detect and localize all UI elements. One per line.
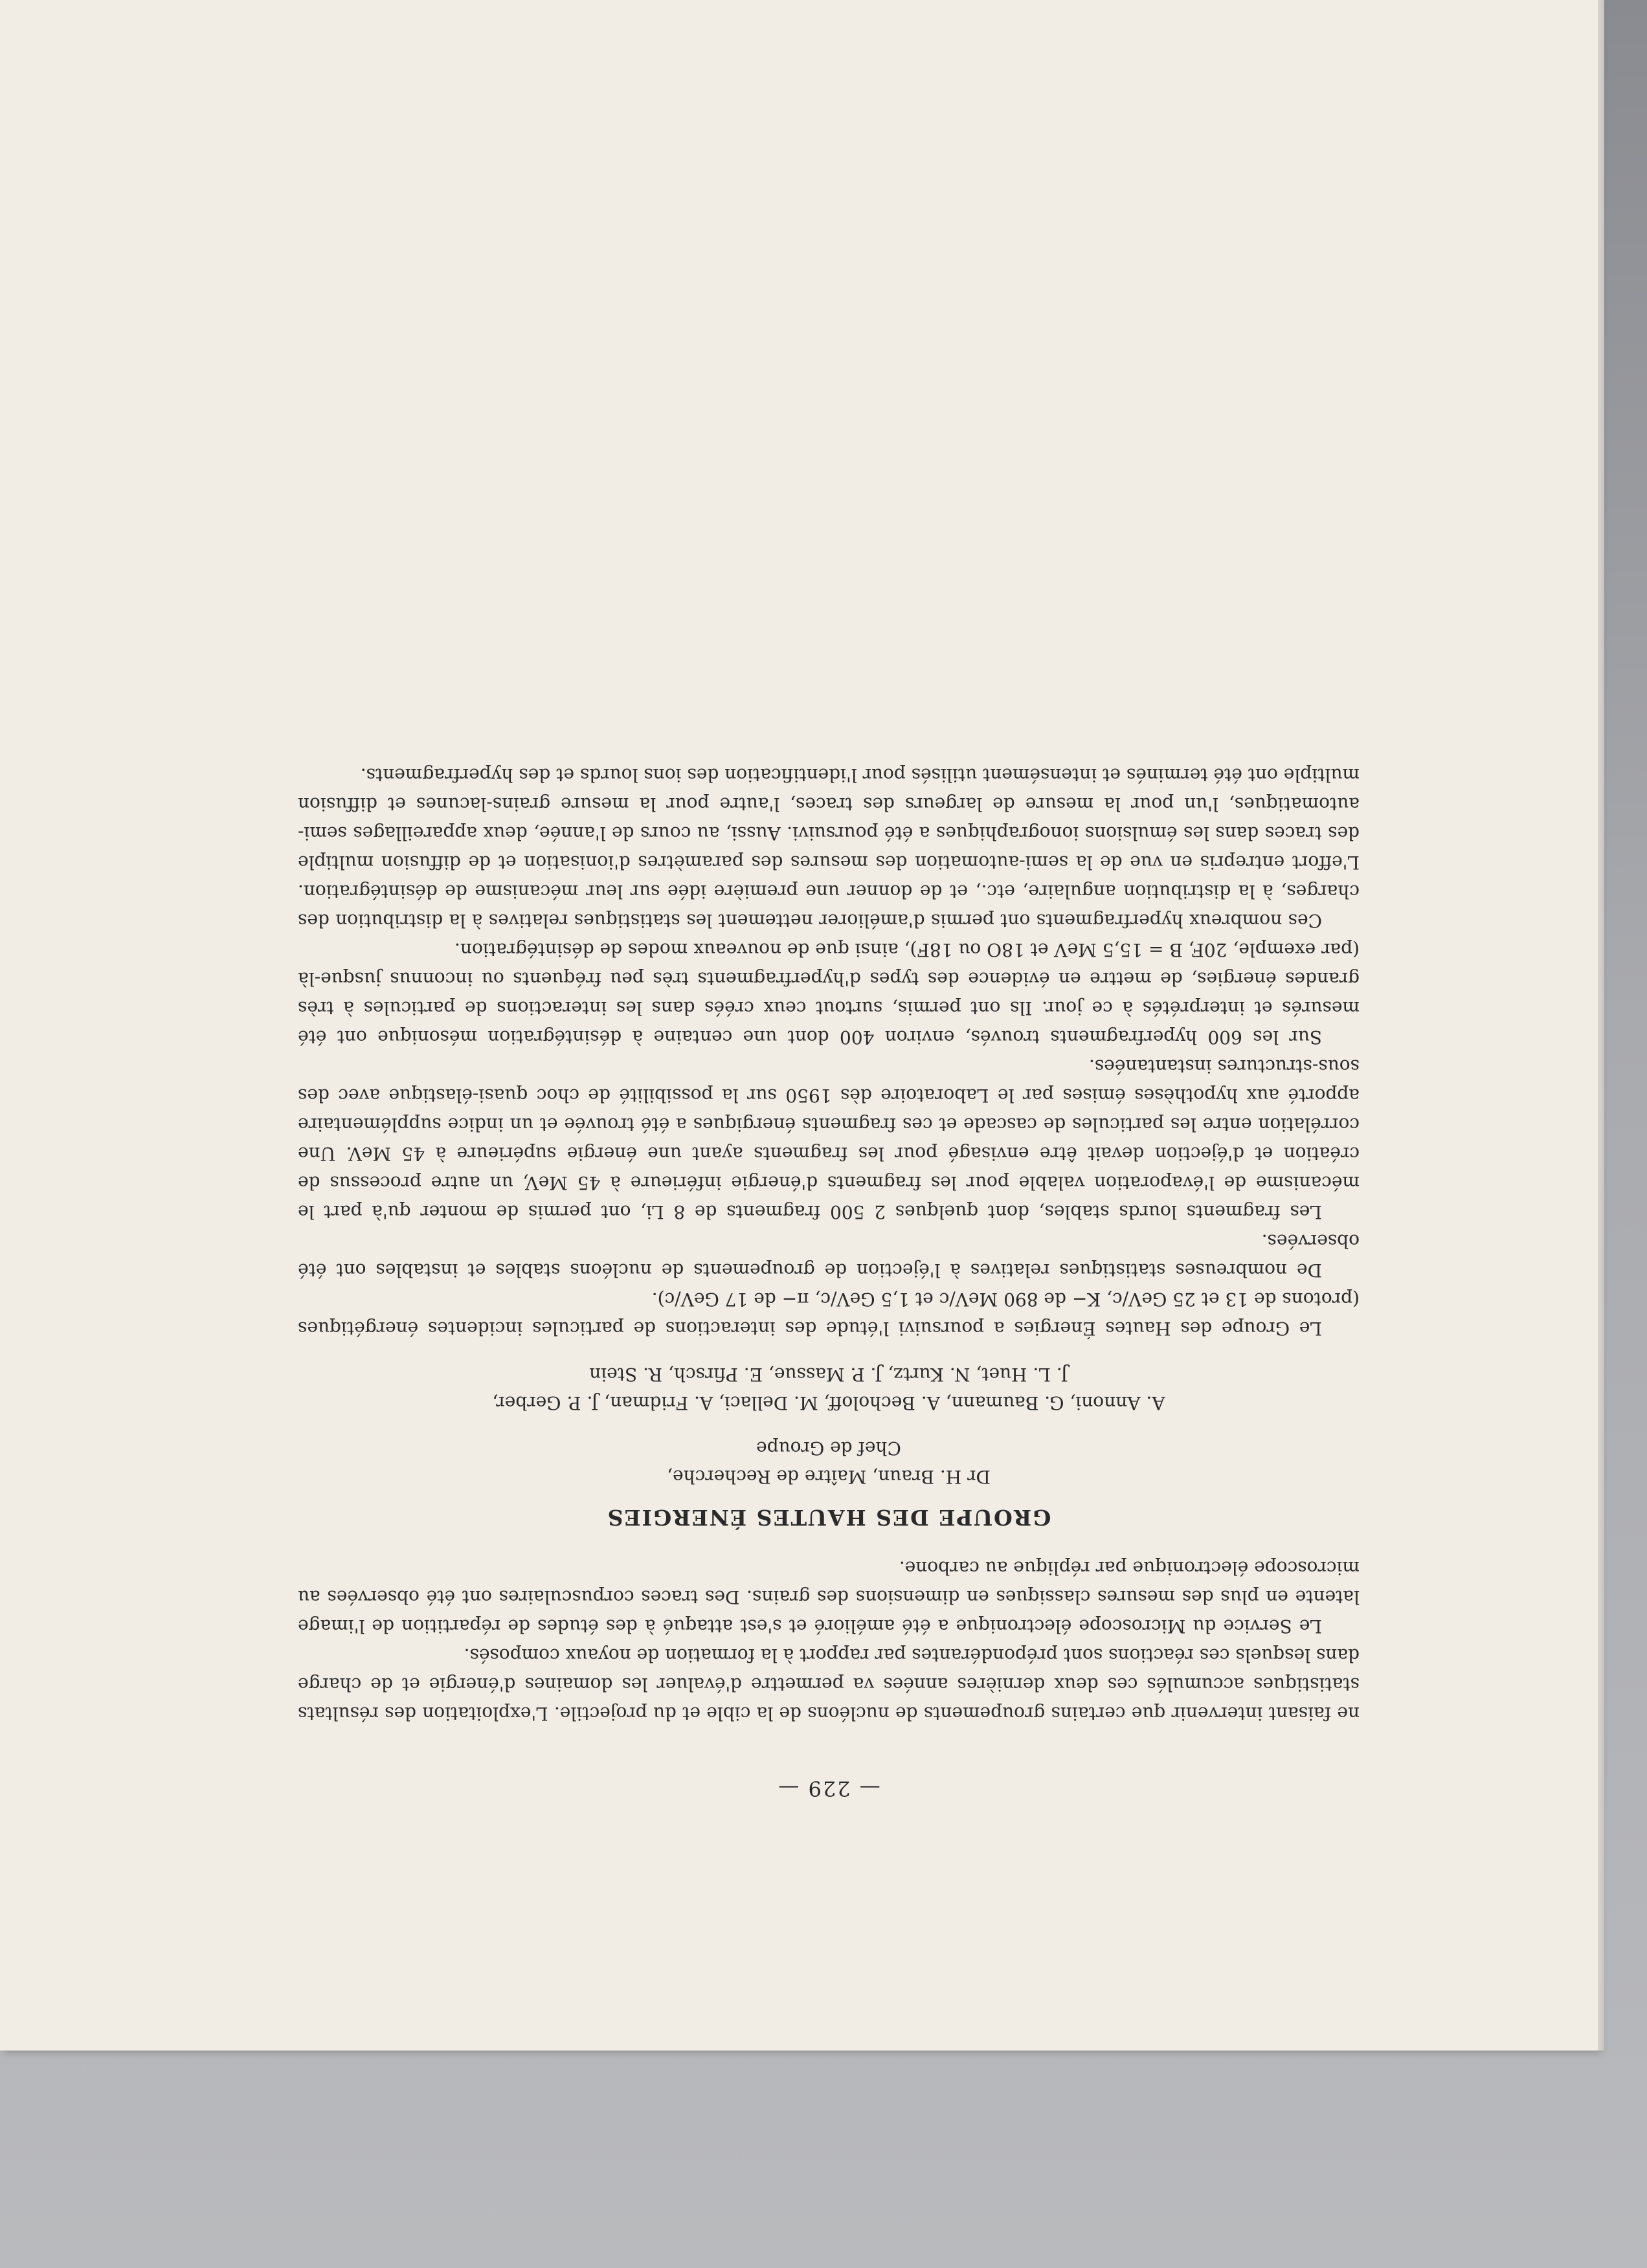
intro-paragraph-2: Le Service du Microscope électronique a été amélioré et s'est attaqué à des études de répartition de l'image latente en plus des mesures classiques en dimensions des grains. Des traces corpusculaires ont été observées au microscope électronique par réplique au carbone. — [298, 1557, 1360, 1637]
group-head-role: Chef de Groupe — [756, 1438, 901, 1459]
body-paragraph-1: Le Groupe des Hautes Énergies a poursuivi l'étude des interactions de particules incidentes énergétiques (protons de 13 et 25 GeV/c, K− de 890 MeV/c et 1,5 GeV/c, π− de 17 GeV/c). — [298, 1289, 1360, 1339]
section-title: GROUPE DES HAUTES ÉNERGIES — [606, 1505, 1051, 1530]
body-paragraph-3: Les fragments lourds stables, dont quelques 2 500 fragments de 8 Li, ont permis de monter qu'à part le mécanisme de l'évaporation valable pour les fragments d'énergie inférieure à 45 MeV, un autre processus de création et d'éjection devait être envisagé pour les fragments ayant une énergie supérieure à 45 MeV. Une corrélation entre les particules de cascade et ces fragments énergiques a été trouvée et un indice supplémentaire apporté aux hypothèses émises par le Laboratoire dès 1950 sur la possibilité de choc quasi-élastique avec des sous-structures instantanées. — [298, 1056, 1360, 1223]
group-head: Dr H. Braun, Maître de Recherche, — [667, 1466, 991, 1487]
members-line-2: J. L. Huet, N. Kurtz, J. P. Massue, E. Pfirsch, R. Stein — [589, 1364, 1068, 1385]
body-paragraph-2: De nombreuses statistiques relatives à l'éjection de groupements de nucléons stables et instables ont été observées. — [298, 1230, 1360, 1281]
page-number: — 229 — — [777, 1776, 880, 1801]
body-paragraph-4: Sur les 600 hyperfragments trouvés, environ 400 dont une centaine à désintégration mésonique ont été mesurés et interprétés à ce jour. Ils ont permis, surtout ceux créés dans les interactions de particules à très grandes énergies, de mettre en évidence des types d'hyperfragments très peu fréquents ou inconnus jusque-là (par exemple, 20F, B = 15,5 MeV et 18O ou 18F), ainsi que de nouveaux modes de désintégration. — [298, 939, 1360, 1048]
page-edge — [1598, 0, 1604, 2051]
body-paragraph-5: Ces nombreux hyperfragments ont permis d'améliorer nettement les statistiques relatives à la distribution des charges, à la distribution angulaire, etc., et de donner une première idée sur leur mécanisme de désintégration. L'effort entrepris en vue de la semi-automation des mesures des paramètres d'ionisation et de diffusion multiple des traces dans les émulsions ionographiques a été poursuivi. Aussi, au cours de l'année, deux appareillages semi-automatiques, l'un pour la mesure de largeurs des traces, l'autre pour la mesure grains-lacunes et diffusion multiple ont été terminés et intensément utilisés pour l'identification des ions lourds et des hyperfragments. — [298, 764, 1360, 931]
members-line-1: A. Annoni, G. Baumann, A. Becholoff, M. Dellaci, A. Fridman, J. P. Gerber, — [492, 1392, 1165, 1414]
upside-down-text-block — [298, 241, 1360, 1801]
intro-paragraph-1: ne faisant intervenir que certains groupements de nucléons de la cible et du projectile. L'exploitation des résultats statistiques accumulés ces deux dernières années va permettre d'évaluer les domaines d'énergie et de charge dans lesquels ces réactions sont prépondérantes par rapport à la formation de noyaux composés. — [298, 1645, 1360, 1724]
